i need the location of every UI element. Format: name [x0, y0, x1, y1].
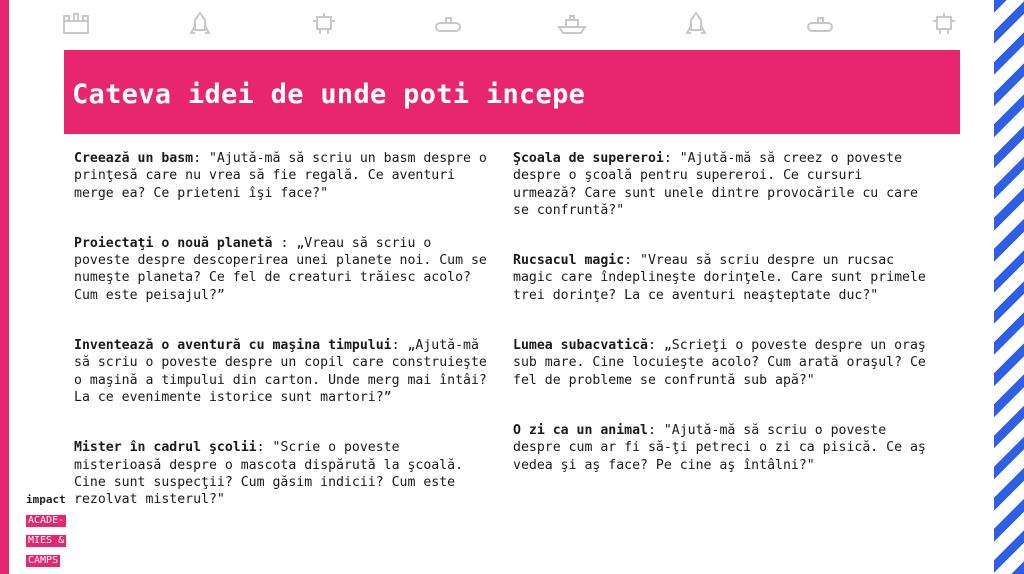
idea-item — [513, 337, 933, 389]
idea-item — [74, 439, 494, 508]
pixel-submarine-icon — [804, 11, 836, 37]
idea-item — [513, 422, 933, 474]
idea-title: Lumea subacvatică — [513, 338, 648, 354]
idea-item — [513, 252, 933, 304]
idea-item — [74, 337, 494, 406]
idea-text: : "Scrie o poveste misterioasă despre o mascota dispărută la şcoală. Cine sunt suspecţii? Cum găsim indicii? Cum este rezolvat misterul?" — [74, 440, 464, 508]
right-stripe-border — [994, 0, 1024, 574]
pixel-rocket-icon — [680, 11, 712, 37]
idea-text: : „Vreau să scriu o poveste despre descoperirea unei planete noi. Cum se numeşte planeta? Ce fel de creaturi trăiesc acolo? Cum este peisajul?” — [74, 235, 487, 303]
ideas-left-column — [74, 150, 494, 541]
decorative-icon-row — [60, 6, 960, 42]
idea-text: : "Ajută-mă să scriu un basm despre o prinţesă care nu vrea să fie regală. Ce aventuri merge ea? Ce prieteni îşi face?" — [74, 151, 487, 201]
page-title: Cateva idei de unde poti incepe — [72, 79, 586, 110]
pixel-robot-icon — [308, 11, 340, 37]
pixel-ship-icon — [556, 11, 588, 37]
logo-line: CAMPS — [28, 555, 59, 566]
idea-item — [513, 150, 933, 219]
idea-text: : "Ajută-mă să creez o poveste despre o şcoală pentru supereroi. Ce cursuri urmează? Care sunt unele dintre provocările cu care se confruntă?" — [513, 151, 918, 218]
idea-title: O zi ca un animal — [513, 422, 648, 438]
logo-top-text: impact — [26, 493, 66, 506]
pixel-robot-icon — [928, 11, 960, 37]
idea-title: Proiectaţi o nouă planetă — [74, 235, 273, 251]
idea-title: Creează un basm — [74, 151, 194, 166]
impact-logo — [26, 494, 86, 568]
logo-line: ACADE- — [28, 515, 65, 526]
idea-title: Şcoala de supereroi — [513, 151, 664, 166]
idea-text: : "Vreau să scriu despre un rucsac magic care îndeplineşte dorinţele. Care sunt primele trei dorinţe? La ce aventuri neaşteptate duc?" — [513, 253, 926, 303]
pixel-rocket-icon — [184, 11, 216, 37]
idea-title: Rucsacul magic — [513, 253, 625, 269]
idea-item — [74, 235, 494, 304]
idea-text: : "Ajută-mă să scriu o poveste despre cum ar fi să-ţi petreci o zi ca pisică. Ce aş vedea şi aş face? Pe cine aş întâlni?" — [513, 422, 926, 473]
idea-item — [74, 150, 494, 202]
idea-text: : „Scrieţi o poveste despre un oraş sub mare. Cine locuieşte acolo? Cum arată oraşul? Ce fel de probleme se confruntă sub apă?" — [513, 338, 926, 388]
ideas-right-column — [513, 150, 933, 507]
pixel-castle-icon — [60, 11, 92, 37]
pixel-submarine-icon — [432, 11, 464, 37]
idea-title: Inventează o aventură cu maşina timpului — [74, 338, 392, 354]
logo-line: MIES & — [28, 535, 65, 546]
left-accent-bar — [0, 0, 9, 574]
title-banner — [64, 50, 960, 134]
idea-title: Mister în cadrul şcolii — [74, 440, 257, 456]
idea-text: : „Ajută-mă să scriu o poveste despre un copil care construieşte o maşină a timpului din carton. Unde merg mai întâi? La ce evenimente istorice sunt martori?” — [74, 338, 487, 405]
